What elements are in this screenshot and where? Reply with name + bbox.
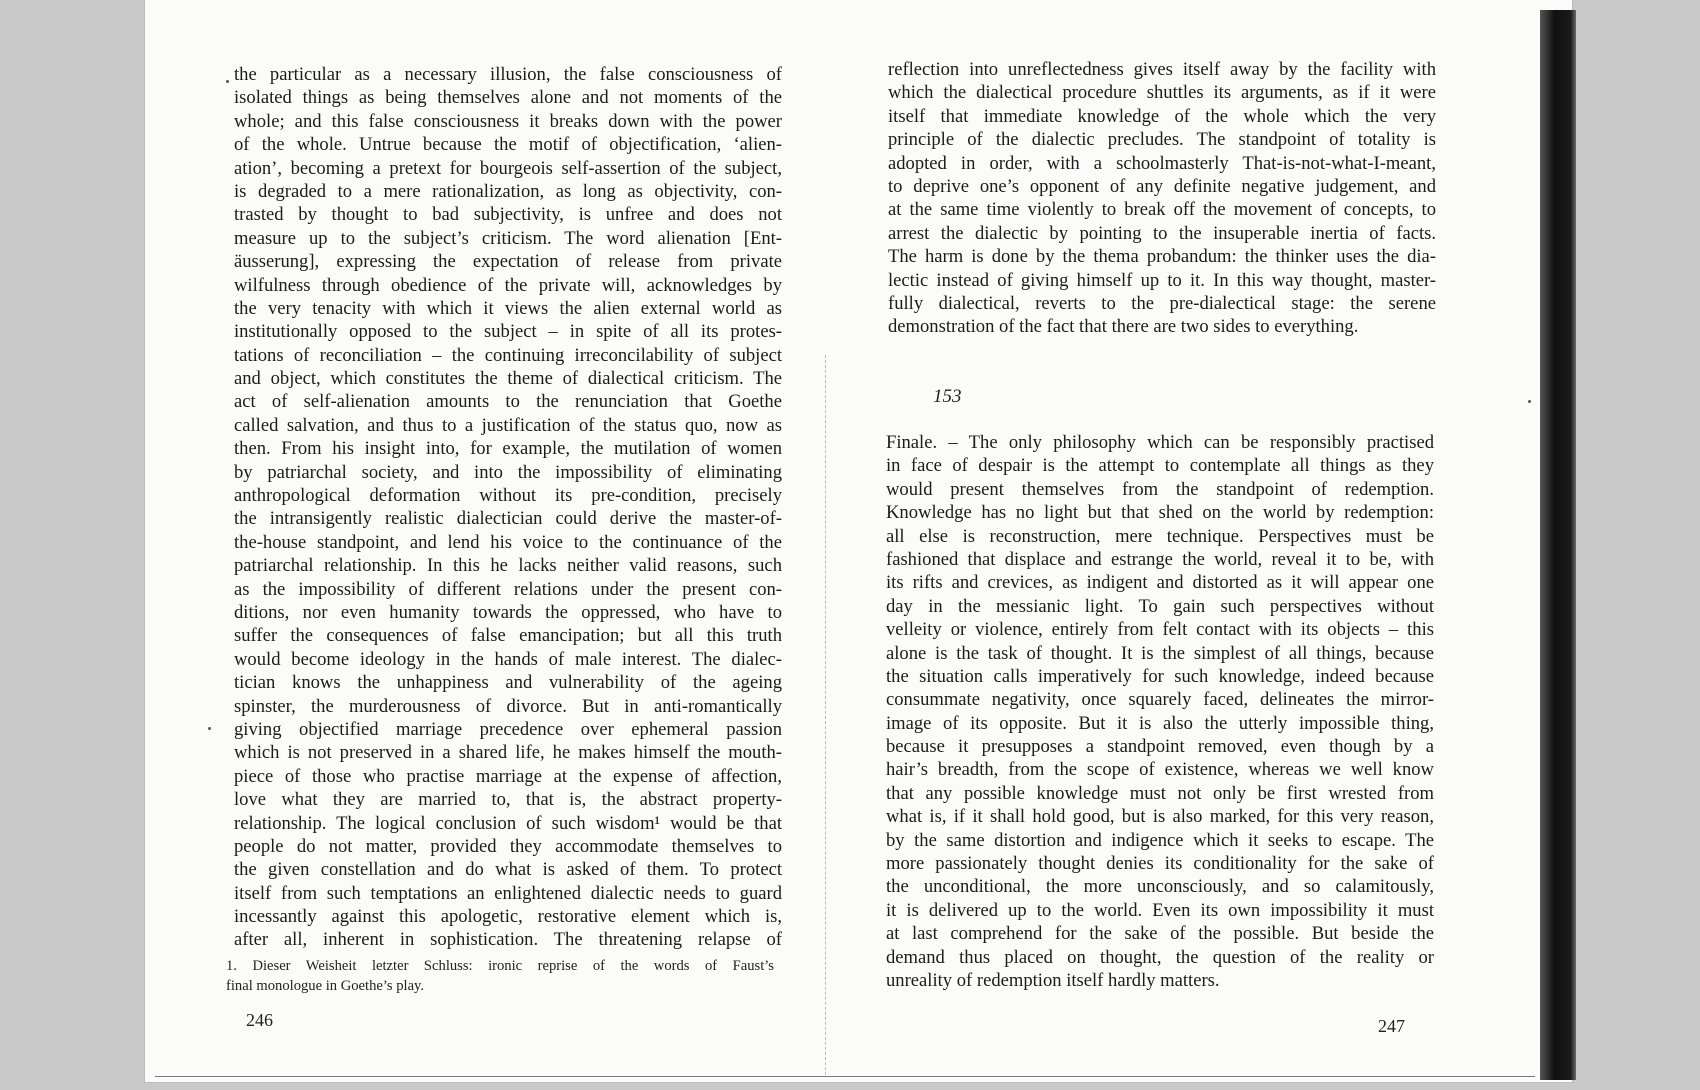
text-line: tician knows the unhappiness and vulnerability of the ageing bbox=[234, 672, 782, 694]
text-line: lectic instead of giving himself up to it. In this way thought, master- bbox=[888, 269, 1436, 291]
text-line: because it presupposes a standpoint removed, even though by a bbox=[886, 736, 1434, 758]
text-line: itself from such temptations an enlightened dialectic needs to guard bbox=[234, 882, 782, 904]
text-line: which is not preserved in a shared life, he makes himself the mouth- bbox=[234, 742, 782, 764]
text-line: tations of reconciliation – the continuing irreconcilability of subject bbox=[234, 344, 782, 366]
text-line: trasted by thought to bad subjectivity, is unfree and does not bbox=[234, 204, 782, 226]
text-line: reflection into unreflectedness gives itself away by the facility with bbox=[888, 59, 1436, 80]
text-line: ation’, becoming a pretext for bourgeois self-assertion of the subject, bbox=[234, 157, 782, 179]
text-line: of the whole. Untrue because the motif of objectification, ‘alien- bbox=[234, 134, 782, 156]
text-line: fashioned that displace and estrange the world, reveal it to be, with bbox=[886, 548, 1434, 570]
text-line: the unconditional, the more unconsciously, and so calamitously, bbox=[886, 876, 1434, 898]
text-line: the-house standpoint, and lend his voice to the continuance of the bbox=[234, 531, 782, 553]
text-line: called salvation, and thus to a justification of the status quo, now as bbox=[234, 414, 782, 436]
text-line: spinster, the murderousness of divorce. But in anti-romantically bbox=[234, 695, 782, 717]
scan-speck bbox=[208, 727, 211, 730]
text-line: to deprive one’s opponent of any definite negative judgement, and bbox=[888, 175, 1436, 197]
text-line: äusserung], expressing the expectation of release from private bbox=[234, 251, 782, 273]
text-line: as the impossibility of different relations under the present con- bbox=[234, 578, 782, 600]
text-line: arrest the dialectic by pointing to the insuperable inertia of facts. bbox=[888, 222, 1436, 244]
text-line: more passionately thought denies its conditionality for the sake of bbox=[886, 853, 1434, 875]
gutter-fold bbox=[825, 355, 827, 1075]
text-line: velleity or violence, entirely from felt contact with its objects – this bbox=[886, 619, 1434, 641]
text-line: wilfulness through obedience of the private will, acknowledges by bbox=[234, 274, 782, 296]
left-page-body bbox=[234, 63, 782, 952]
text-line: is degraded to a mere rationalization, as long as objectivity, con- bbox=[234, 180, 782, 202]
text-line: final monologue in Goethe’s play. bbox=[226, 978, 425, 994]
text-line: relationship. The logical conclusion of such wisdom¹ would be that bbox=[234, 812, 782, 834]
scan-speck bbox=[1528, 400, 1531, 403]
text-line: consummate negativity, once squarely faced, delineates the mirror- bbox=[886, 689, 1434, 711]
page-edge-shadow bbox=[1540, 10, 1576, 1080]
text-line: what is, if it shall hold good, but is also marked, for this very reason, bbox=[886, 806, 1434, 828]
bottom-edge-line bbox=[155, 1076, 1535, 1077]
text-line: principle of the dialectic precludes. The standpoint of totality is bbox=[888, 129, 1436, 151]
page-number-left: 246 bbox=[246, 1010, 273, 1030]
text-line: at the same time violently to break off the movement of concepts, to bbox=[888, 199, 1436, 221]
text-line: Knowledge has no light but that shed on the world by redemption: bbox=[886, 502, 1434, 524]
text-line: and object, which constitutes the theme of dialectical criticism. The bbox=[234, 368, 782, 390]
text-line: it is delivered up to the world. Even its own impossibility it must bbox=[886, 899, 1434, 921]
text-line: at last comprehend for the sake of the possible. But beside the bbox=[886, 923, 1434, 945]
text-line: day in the messianic light. To gain such perspectives without bbox=[886, 595, 1434, 617]
text-line: the intransigently realistic dialectician could derive the master-of- bbox=[234, 508, 782, 530]
footnote bbox=[226, 956, 774, 996]
text-line: in face of despair is the attempt to contemplate all things as they bbox=[886, 455, 1434, 477]
text-line: by the same distortion and indigence which it seeks to escape. The bbox=[886, 829, 1434, 851]
text-line: The harm is done by the thema probandum: the thinker uses the dia- bbox=[888, 246, 1436, 268]
text-line: 1. Dieser Weisheit letzter Schluss: ironic reprise of the words of Faust’s bbox=[226, 958, 774, 974]
text-line: demonstration of the fact that there are two sides to everything. bbox=[888, 316, 1359, 338]
text-line: adopted in order, with a schoolmasterly That-is-not-what-I-meant, bbox=[888, 152, 1436, 174]
text-line: would become ideology in the hands of male interest. The dialec- bbox=[234, 648, 782, 670]
text-line: would present themselves from the standpoint of redemption. bbox=[886, 478, 1434, 500]
text-line: its rifts and crevices, as indigent and distorted as it will appear one bbox=[886, 572, 1434, 594]
text-line: fully dialectical, reverts to the pre-dialectical stage: the serene bbox=[888, 292, 1436, 314]
text-line: image of its opposite. But it is also the utterly impossible thing, bbox=[886, 712, 1434, 734]
text-line: people do not matter, provided they accommodate themselves to bbox=[234, 835, 782, 857]
text-line: the situation calls imperatively for such knowledge, indeed because bbox=[886, 665, 1434, 687]
text-line: piece of those who practise marriage at the expense of affection, bbox=[234, 765, 782, 787]
text-line: ditions, nor even humanity towards the oppressed, who have to bbox=[234, 601, 782, 623]
text-line: which the dialectical procedure shuttles its arguments, as if it were bbox=[888, 82, 1436, 104]
right-page-body-section bbox=[886, 431, 1434, 992]
section-number: 153 bbox=[933, 386, 962, 407]
text-line: by patriarchal society, and into the impossibility of eliminating bbox=[234, 461, 782, 483]
text-line: then. From his insight into, for example, the mutilation of women bbox=[234, 438, 782, 460]
text-line: that any possible knowledge must not only be first wrested from bbox=[886, 782, 1434, 804]
page-number-right: 247 bbox=[1378, 1016, 1405, 1036]
text-line: act of self-alienation amounts to the renunciation that Goethe bbox=[234, 391, 782, 413]
text-line: demand thus placed on thought, the question of the reality or bbox=[886, 946, 1434, 968]
text-line: suffer the consequences of false emancipation; but all this truth bbox=[234, 625, 782, 647]
text-line: incessantly against this apologetic, restorative element which is, bbox=[234, 906, 782, 928]
text-line: the very tenacity with which it views the alien external world as bbox=[234, 297, 782, 319]
text-line: after all, inherent in sophistication. The threatening relapse of bbox=[234, 929, 782, 951]
right-page-body-top bbox=[888, 58, 1436, 339]
text-line: alone is the task of thought. It is the simplest of all things, because bbox=[886, 642, 1434, 664]
text-line: giving objectified marriage precedence over ephemeral passion bbox=[234, 718, 782, 740]
text-line: itself that immediate knowledge of the whole which the very bbox=[888, 105, 1436, 127]
text-line: the particular as a necessary illusion, the false consciousness of bbox=[234, 64, 782, 85]
text-line: love what they are married to, that is, the abstract property- bbox=[234, 789, 782, 811]
text-line: hair’s breadth, from the scope of existence, whereas we well know bbox=[886, 759, 1434, 781]
text-line: the given constellation and do what is asked of them. To protect bbox=[234, 859, 782, 881]
text-line: measure up to the subject’s criticism. The word alienation [Ent- bbox=[234, 227, 782, 249]
text-line: all else is reconstruction, mere technique. Perspectives must be bbox=[886, 525, 1434, 547]
text-line: unreality of redemption itself hardly matters. bbox=[886, 969, 1220, 991]
text-line: anthropological deformation without its pre-condition, precisely bbox=[234, 485, 782, 507]
text-line: Finale. – The only philosophy which can be responsibly practised bbox=[886, 432, 1434, 453]
text-line: whole; and this false consciousness it breaks down with the power bbox=[234, 110, 782, 132]
text-line: patriarchal relationship. In this he lacks neither valid reasons, such bbox=[234, 555, 782, 577]
text-line: isolated things as being themselves alone and not moments of the bbox=[234, 87, 782, 109]
scan-speck bbox=[226, 80, 229, 83]
text-line: institutionally opposed to the subject – in spite of all its protes- bbox=[234, 321, 782, 343]
